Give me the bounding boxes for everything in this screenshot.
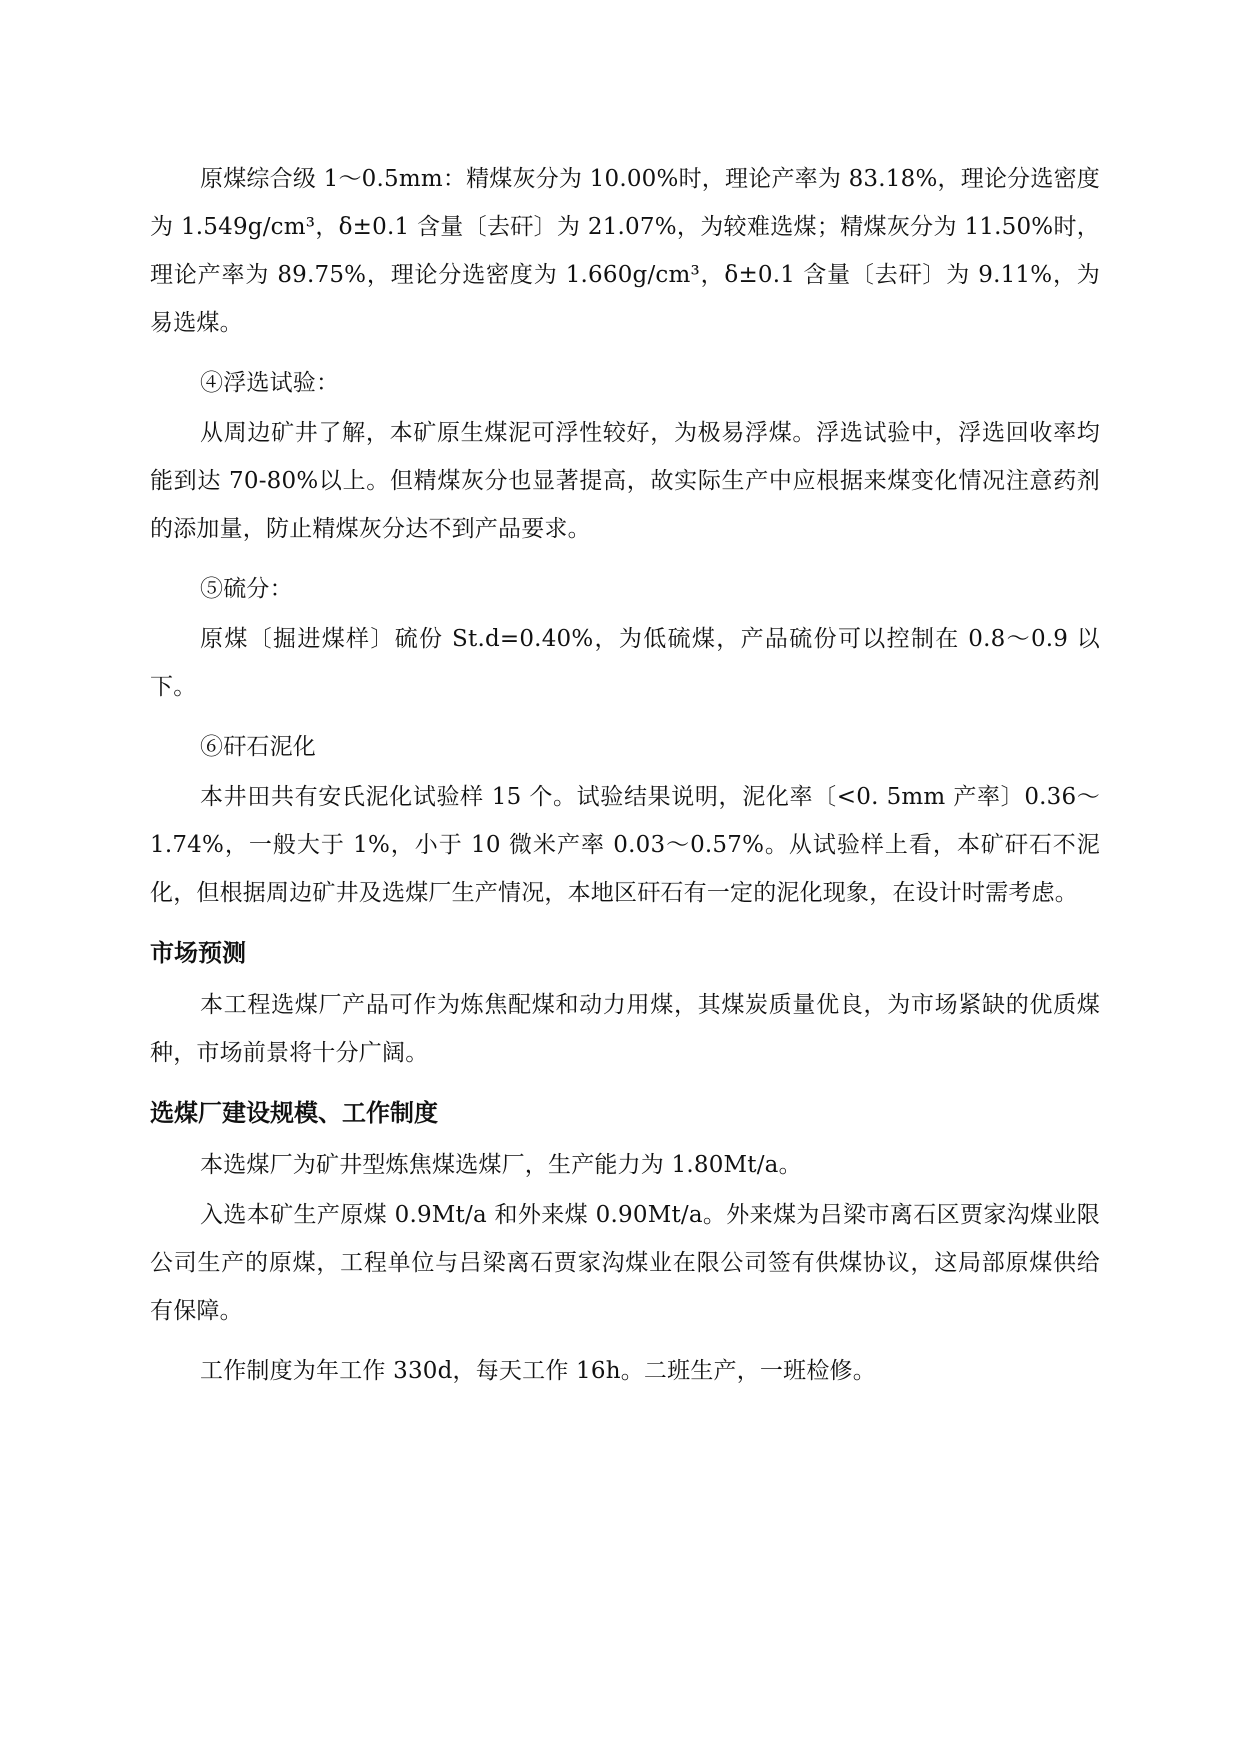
paragraph-raw-coal-source: 入选本矿生产原煤 0.9Mt/a 和外来煤 0.90Mt/a。外来煤为吕梁市离石区贾家沟煤业限公司生产的原煤，工程单位与吕梁离石贾家沟煤业在限公司签有供煤协议，这局部原煤供给有保障。 xyxy=(150,1202,1100,1324)
paragraph-flotation-test: 从周边矿井了解，本矿原生煤泥可浮性较好，为极易浮煤。浮选试验中，浮选回收率均能到达 70-80%以上。但精煤灰分也显著提高，故实际生产中应根据来煤变化情况注意药剂的添加量，防止精煤灰分达不到产品要求。 xyxy=(150,420,1100,542)
heading-market-forecast: 市场预测 xyxy=(150,939,246,967)
paragraph-plant-capacity: 本选煤厂为矿井型炼焦煤选煤厂，生产能力为 1.80Mt/a。 xyxy=(200,1152,802,1178)
subheading-sulfur: ⑤硫分： xyxy=(200,576,293,602)
document-page xyxy=(150,155,1100,1407)
subheading-flotation-test: ④浮选试验： xyxy=(200,370,340,396)
paragraph-market-forecast: 本工程选煤厂产品可作为炼焦配煤和动力用煤，其煤炭质量优良，为市场紧缺的优质煤种，市场前景将十分广阔。 xyxy=(150,992,1100,1066)
paragraph-gangue-slime: 本井田共有安氏泥化试验样 15 个。试验结果说明，泥化率〔<0. 5mm 产率〕0.36～1.74%，一般大于 1%，小于 10 微米产率 0.03～0.57%。从试验样上看，本矿矸石不泥化，但根据周边矿井及选煤厂生产情况，本地区矸石有一定的泥化现象，在设计时需考虑。 xyxy=(150,784,1100,906)
paragraph-coal-grade-analysis: 原煤综合级 1～0.5mm：精煤灰分为 10.00%时，理论产率为 83.18%，理论分选密度为 1.549g/cm³，δ±0.1 含量〔去矸〕为 21.07%，为较难选煤；精煤灰分为 11.50%时，理论产率为 89.75%，理论分选密度为 1.660g/cm³，δ±0.1 含量〔去矸〕为 9.11%，为易选煤。 xyxy=(150,166,1100,336)
heading-plant-scale-schedule: 选煤厂建设规模、工作制度 xyxy=(150,1099,438,1127)
paragraph-sulfur: 原煤〔掘进煤样〕硫份 St.d=0.40%，为低硫煤，产品硫份可以控制在 0.8～0.9 以下。 xyxy=(150,626,1100,700)
subheading-gangue-slime: ⑥矸石泥化 xyxy=(200,734,316,760)
paragraph-work-schedule: 工作制度为年工作 330d，每天工作 16h。二班生产，一班检修。 xyxy=(200,1358,876,1384)
